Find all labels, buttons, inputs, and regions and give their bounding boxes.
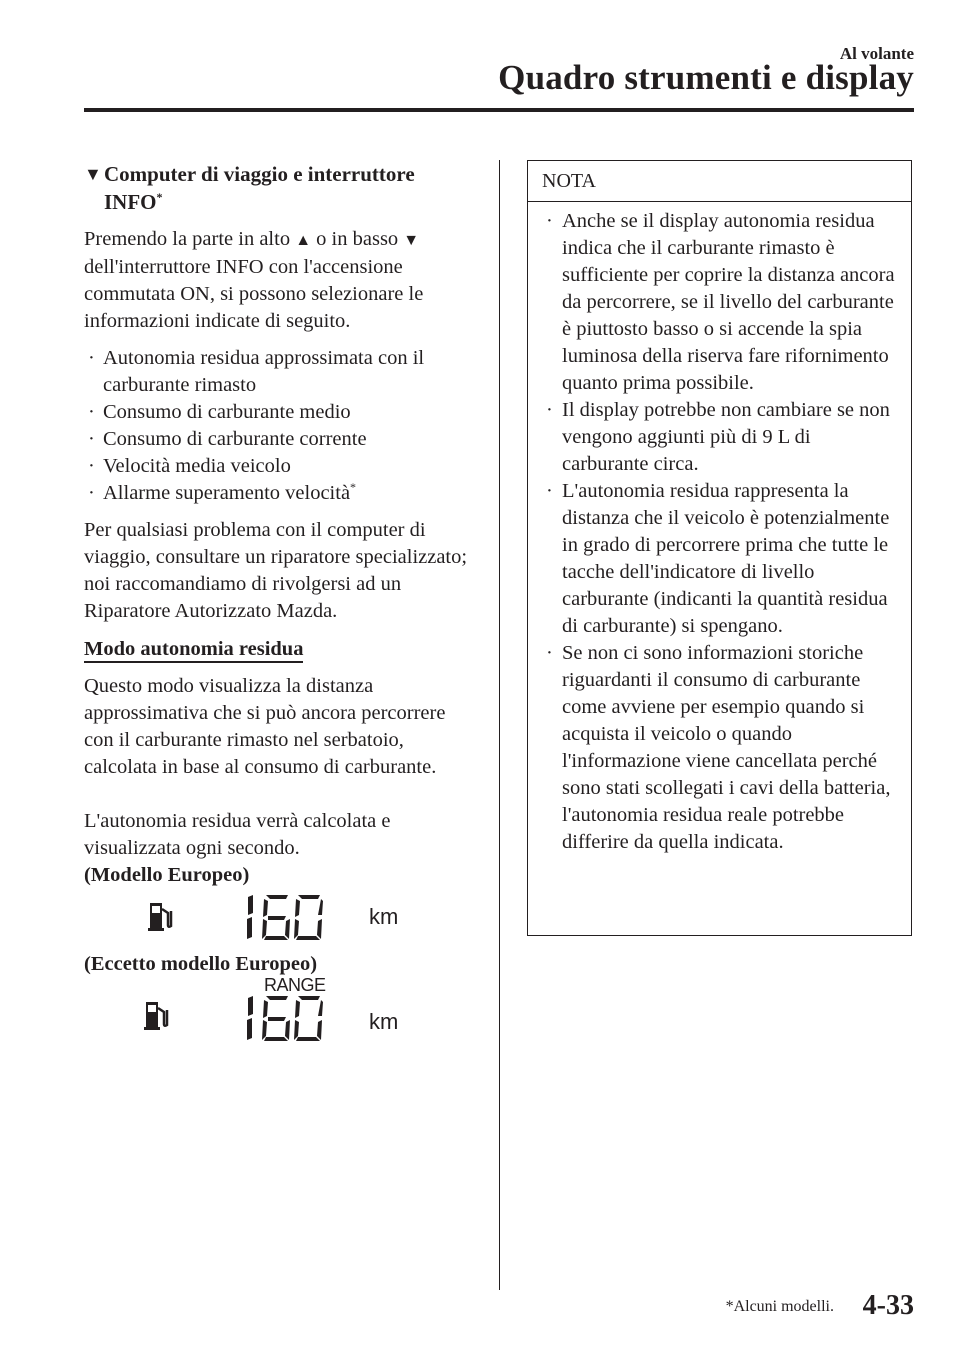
header-rule <box>84 108 914 112</box>
problem-paragraph: Per qualsiasi problema con il computer di viaggio, consultare un riparatore specializzato; noi raccomandiamo di rivolgersi ad un Riparatore Autorizzato Mazda. <box>84 519 468 622</box>
range-label: RANGE <box>264 975 326 995</box>
segment-digit-1 <box>247 895 253 939</box>
list-item: · Allarme superamento velocità* <box>88 480 357 504</box>
nota-box <box>527 160 912 936</box>
intro-text-1: Premendo la parte in alto <box>84 228 291 250</box>
section-heading <box>84 160 474 216</box>
list-item: · Il display potrebbe non cambiare se non vengono aggiunti più di 9 L di carburante circa. <box>546 399 890 475</box>
column-divider <box>499 160 500 1290</box>
triangle-down-icon: ▼ <box>403 232 420 249</box>
footnote: *Alcuni modelli. <box>725 1298 834 1315</box>
fuel-pump-icon <box>144 1002 167 1030</box>
unit-km: km <box>369 1009 399 1034</box>
triangle-up-icon: ▲ <box>295 232 312 249</box>
list-item: · Anche se il display autonomia residua indica che il carburante rimasto è sufficiente per coprire la distanza ancora da percorrere, se il livello del carburante è piuttosto basso o si accende la spia luminosa della riserva fare rifornimento quanto prima possibile. <box>546 210 895 394</box>
segment-digit-1 <box>247 996 253 1040</box>
segment-digit-0 <box>294 895 323 940</box>
segment-digit-6 <box>262 895 290 940</box>
label-european: (Modello Europeo) <box>84 864 250 886</box>
footnote-mark: * <box>156 190 163 204</box>
list-item: · Velocità media veicolo <box>88 455 291 477</box>
header-section: Al volante <box>839 44 914 63</box>
segment-digit-6 <box>262 996 290 1041</box>
triangle-down-icon: ▼ <box>84 164 102 184</box>
info-list <box>84 345 474 507</box>
list-item: · Consumo di carburante medio <box>88 401 351 423</box>
fuel-pump-icon <box>148 903 171 931</box>
nota-title: NOTA <box>528 161 911 202</box>
range-display-european <box>84 889 474 951</box>
segment-digit-0 <box>294 996 323 1041</box>
section-heading-text: Computer di viaggio e interruttore INFO <box>104 162 415 214</box>
left-column <box>84 160 474 1048</box>
mode-paragraph-2: L'autonomia residua verrà calcolata e visualizzata ogni secondo. <box>84 810 391 859</box>
list-item: · L'autonomia residua rappresenta la distanza che il veicolo è potenzialmente in grado di percorrere prima che tutte le tacche dell'indicatore di livello carburante (indicanti la quantità residua di carburante) si spengano. <box>546 480 890 637</box>
list-item: · Autonomia residua approssimata con il carburante rimasto <box>88 347 425 396</box>
list-item: · Consumo di carburante corrente <box>88 428 367 450</box>
list-item: · Se non ci sono informazioni storiche riguardanti il consumo di carburante come avviene per esempio quando si acquista il veicolo o quando l'informazione viene cancellata perché sono stati scollegati i cavi della batteria, l'autonomia residua reale potrebbe differire da quella indicata. <box>546 642 891 853</box>
subheading: Modo autonomia residua <box>84 625 474 663</box>
page-number: 4-33 <box>862 1290 914 1321</box>
unit-km: km <box>369 904 399 929</box>
intro-text-3: dell'interruttore INFO con l'accensione commutata ON, si possono selezionare le informazioni indicate di seguito. <box>84 256 424 332</box>
intro-paragraph <box>84 226 474 335</box>
label-non-european: (Eccetto modello Europeo) <box>84 953 318 975</box>
range-display-non-european <box>84 975 474 1048</box>
nota-list <box>528 202 911 856</box>
mode-paragraph: Questo modo visualizza la distanza approssimativa che si può ancora percorrere con il carburante rimasto nel serbatoio, calcolata in base al consumo di carburante. <box>84 675 446 778</box>
header-title: Quadro strumenti e display <box>498 58 914 97</box>
footnote-mark: * <box>350 480 357 495</box>
intro-text-2: o in basso <box>316 228 399 250</box>
